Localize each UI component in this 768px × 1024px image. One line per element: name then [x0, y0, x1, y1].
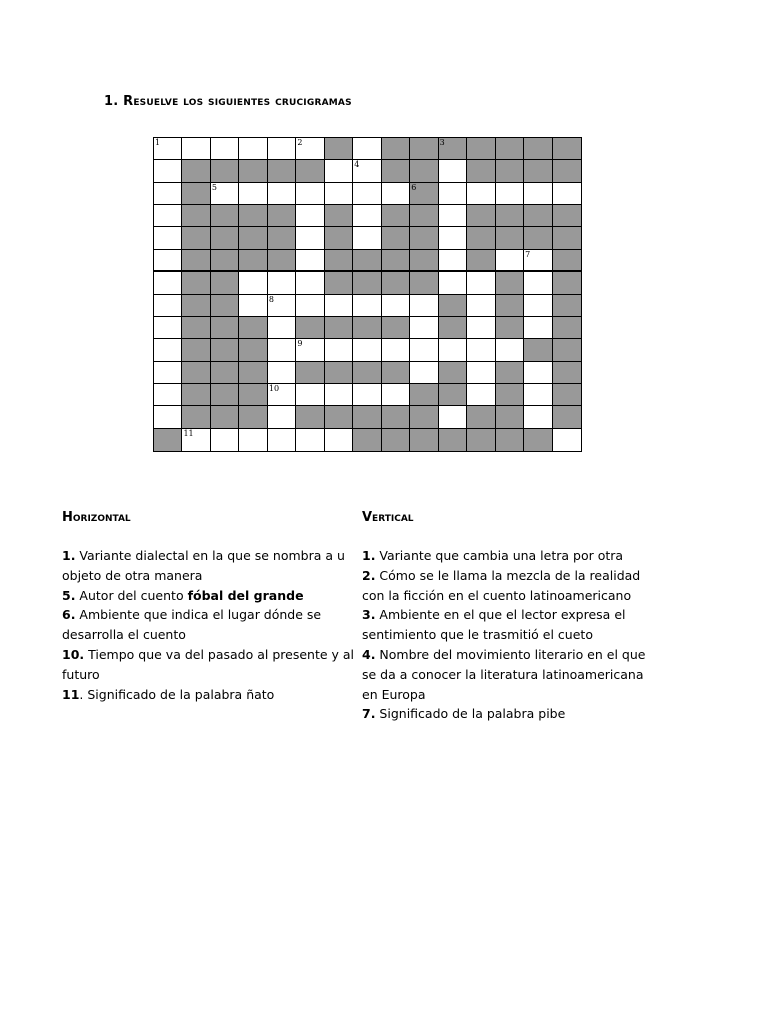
- crossword-block: [325, 138, 353, 160]
- crossword-cell[interactable]: [154, 160, 182, 182]
- crossword-cell[interactable]: [496, 339, 524, 361]
- crossword-block: [211, 227, 239, 249]
- crossword-block: [239, 160, 267, 182]
- crossword-block: [553, 272, 581, 294]
- crossword-block: [553, 227, 581, 249]
- crossword-block: [268, 250, 296, 272]
- crossword-block: [296, 160, 324, 182]
- crossword-block: [382, 317, 410, 339]
- crossword-block: [410, 384, 438, 406]
- crossword-block: [296, 362, 324, 384]
- crossword-block: [439, 295, 467, 317]
- crossword-cell[interactable]: [353, 295, 381, 317]
- crossword-cell[interactable]: [154, 227, 182, 249]
- crossword-block: [182, 295, 210, 317]
- crossword-cell[interactable]: [154, 183, 182, 205]
- crossword-cell[interactable]: [325, 160, 353, 182]
- crossword-cell[interactable]: [524, 250, 552, 272]
- crossword-block: [325, 250, 353, 272]
- crossword-block: [439, 362, 467, 384]
- crossword-cell[interactable]: [382, 295, 410, 317]
- crossword-block: [410, 138, 438, 160]
- horizontal-clue: [62, 605, 362, 645]
- crossword-cell[interactable]: [154, 272, 182, 294]
- crossword-cell[interactable]: [296, 295, 324, 317]
- clue-number: 2: [297, 138, 303, 147]
- crossword-cell[interactable]: [524, 384, 552, 406]
- clue-number: 8: [268, 294, 274, 304]
- crossword-block: [410, 183, 438, 205]
- crossword-block: [553, 138, 581, 160]
- clue-text: Ambiente en el que el lector expresa el sentimiento que le trasmitió el cueto: [362, 607, 626, 643]
- clue-num: 7.: [362, 706, 376, 722]
- crossword-cell[interactable]: [325, 429, 353, 451]
- crossword-cell[interactable]: [467, 339, 495, 361]
- crossword-cell[interactable]: [439, 272, 467, 294]
- clue-number: 5: [211, 182, 218, 192]
- crossword-block: [211, 295, 239, 317]
- crossword-cell[interactable]: [268, 406, 296, 428]
- crossword-cell[interactable]: [268, 183, 296, 205]
- crossword-cell[interactable]: [496, 250, 524, 272]
- crossword-cell[interactable]: [154, 317, 182, 339]
- crossword-block: [182, 317, 210, 339]
- horizontal-clues: [62, 508, 362, 704]
- crossword-block: [410, 429, 438, 451]
- crossword-cell[interactable]: [496, 183, 524, 205]
- crossword-cell[interactable]: [268, 339, 296, 361]
- crossword-cell[interactable]: [353, 227, 381, 249]
- crossword-block: [410, 160, 438, 182]
- crossword-block: [353, 406, 381, 428]
- crossword-cell[interactable]: [382, 384, 410, 406]
- crossword-block: [239, 227, 267, 249]
- clue-num: 10.: [62, 646, 85, 662]
- crossword-cell[interactable]: [154, 250, 182, 272]
- crossword-block: [382, 160, 410, 182]
- clue-text: Cómo se le llama la mezcla de la realidad con la ficción en el cuento latinoamericano: [362, 567, 641, 603]
- crossword-block: [496, 138, 524, 160]
- crossword-block: [182, 227, 210, 249]
- crossword-block: [467, 250, 495, 272]
- vertical-heading: Vertical: [362, 510, 414, 525]
- clue-text: . Significado de la palabra ñato: [79, 686, 275, 702]
- crossword-block: [325, 227, 353, 249]
- crossword-cell[interactable]: [268, 317, 296, 339]
- crossword-block: [239, 362, 267, 384]
- crossword-cell[interactable]: [353, 160, 381, 182]
- crossword-cell[interactable]: [154, 138, 182, 160]
- crossword-cell[interactable]: [325, 384, 353, 406]
- crossword-cell[interactable]: [296, 429, 324, 451]
- crossword-block: [382, 250, 410, 272]
- crossword-block: [553, 339, 581, 361]
- clue-text: Variante dialectal en la que se nombra a u objeto de otra manera: [62, 548, 345, 583]
- page-title: 1. Resuelve los siguientes crucigramas: [104, 94, 352, 109]
- crossword-cell[interactable]: [439, 160, 467, 182]
- crossword-block: [154, 429, 182, 451]
- crossword-block: [410, 272, 438, 294]
- crossword-cell[interactable]: [296, 339, 324, 361]
- crossword-block: [211, 272, 239, 294]
- horizontal-clue: [62, 546, 362, 586]
- crossword-block: [382, 227, 410, 249]
- crossword-cell[interactable]: [524, 406, 552, 428]
- crossword-block: [182, 205, 210, 227]
- crossword-block: [182, 362, 210, 384]
- crossword-block: [467, 205, 495, 227]
- crossword-grid: [153, 137, 582, 452]
- crossword-block: [553, 362, 581, 384]
- crossword-block: [353, 362, 381, 384]
- clue-number: 1: [155, 138, 161, 147]
- crossword-block: [182, 160, 210, 182]
- crossword-block: [182, 406, 210, 428]
- vertical-clue: [362, 704, 662, 724]
- horizontal-clue: [62, 645, 362, 685]
- crossword-block: [325, 272, 353, 294]
- crossword-cell[interactable]: [296, 272, 324, 294]
- crossword-block: [325, 205, 353, 227]
- crossword-cell[interactable]: [410, 295, 438, 317]
- crossword-block: [496, 406, 524, 428]
- crossword-block: [553, 406, 581, 428]
- vertical-clues: [362, 508, 662, 724]
- clue-num: 11: [62, 686, 80, 702]
- crossword-block: [496, 317, 524, 339]
- clue-num: 4.: [362, 646, 376, 662]
- vertical-clue: [362, 566, 662, 606]
- crossword-cell[interactable]: [211, 138, 239, 160]
- crossword-block: [239, 317, 267, 339]
- crossword-block: [182, 272, 210, 294]
- crossword-cell[interactable]: [382, 183, 410, 205]
- crossword-cell[interactable]: [268, 384, 296, 406]
- crossword-cell[interactable]: [182, 138, 210, 160]
- crossword-block: [211, 406, 239, 428]
- crossword-cell[interactable]: [524, 183, 552, 205]
- crossword-block: [553, 250, 581, 272]
- crossword-block: [239, 406, 267, 428]
- crossword-block: [382, 429, 410, 451]
- crossword-block: [211, 160, 239, 182]
- clue-number: 7: [525, 249, 531, 259]
- crossword-block: [382, 205, 410, 227]
- crossword-block: [496, 362, 524, 384]
- crossword-block: [496, 205, 524, 227]
- crossword-cell[interactable]: [439, 406, 467, 428]
- crossword-block: [496, 384, 524, 406]
- crossword-block: [268, 227, 296, 249]
- vertical-clue: [362, 546, 662, 566]
- crossword-block: [553, 160, 581, 182]
- crossword-cell[interactable]: [296, 183, 324, 205]
- crossword-block: [239, 250, 267, 272]
- clue-number: 4: [354, 160, 360, 170]
- clue-num: 5.: [62, 587, 76, 603]
- clue-text: Nombre del movimiento literario en el que se da a conocer la literatura latinoamericana en Europa: [362, 646, 646, 702]
- crossword-block: [296, 406, 324, 428]
- crossword-block: [467, 429, 495, 451]
- crossword-block: [211, 317, 239, 339]
- crossword-block: [325, 406, 353, 428]
- crossword-cell[interactable]: [524, 295, 552, 317]
- crossword-block: [439, 317, 467, 339]
- crossword-cell[interactable]: [154, 295, 182, 317]
- crossword-block: [296, 317, 324, 339]
- crossword-block: [524, 205, 552, 227]
- crossword-cell[interactable]: [439, 339, 467, 361]
- clue-bold-text: fóbal del grande: [187, 587, 304, 603]
- crossword-block: [553, 384, 581, 406]
- crossword-cell[interactable]: [325, 183, 353, 205]
- clue-num: 3.: [362, 607, 376, 623]
- crossword-block: [496, 295, 524, 317]
- crossword-cell[interactable]: [296, 384, 324, 406]
- crossword-cell[interactable]: [467, 362, 495, 384]
- clue-number: 9: [297, 339, 303, 349]
- crossword-block: [325, 317, 353, 339]
- crossword-block: [524, 138, 552, 160]
- crossword-block: [211, 205, 239, 227]
- clue-number: 11: [183, 428, 194, 438]
- crossword-cell[interactable]: [154, 339, 182, 361]
- crossword-cell[interactable]: [467, 317, 495, 339]
- crossword-block: [439, 429, 467, 451]
- crossword-block: [268, 205, 296, 227]
- crossword-cell[interactable]: [296, 227, 324, 249]
- crossword-cell[interactable]: [410, 362, 438, 384]
- crossword-cell[interactable]: [268, 429, 296, 451]
- clue-text: Significado de la palabra pibe: [375, 706, 566, 722]
- crossword-cell[interactable]: [524, 362, 552, 384]
- crossword-block: [439, 138, 467, 160]
- crossword-block: [496, 227, 524, 249]
- crossword-block: [182, 250, 210, 272]
- crossword-block: [496, 429, 524, 451]
- crossword-block: [410, 227, 438, 249]
- crossword-cell[interactable]: [353, 138, 381, 160]
- crossword-block: [410, 250, 438, 272]
- crossword-block: [524, 227, 552, 249]
- crossword-cell[interactable]: [524, 317, 552, 339]
- crossword-block: [467, 227, 495, 249]
- crossword-cell[interactable]: [467, 295, 495, 317]
- crossword-cell[interactable]: [154, 362, 182, 384]
- crossword-block: [239, 384, 267, 406]
- crossword-cell[interactable]: [325, 295, 353, 317]
- crossword-block: [439, 384, 467, 406]
- horizontal-clue: [62, 685, 362, 705]
- crossword-block: [211, 384, 239, 406]
- crossword-cell[interactable]: [239, 138, 267, 160]
- crossword-cell[interactable]: [524, 272, 552, 294]
- clue-number: 10: [268, 383, 280, 393]
- crossword-block: [182, 183, 210, 205]
- crossword-block: [325, 362, 353, 384]
- crossword-cell[interactable]: [239, 183, 267, 205]
- crossword-block: [467, 160, 495, 182]
- clue-num: 1.: [62, 548, 76, 563]
- crossword-block: [239, 339, 267, 361]
- crossword-block: [467, 406, 495, 428]
- clue-num: 2.: [362, 567, 376, 583]
- crossword-block: [353, 250, 381, 272]
- crossword-cell[interactable]: [239, 272, 267, 294]
- crossword-cell[interactable]: [296, 138, 324, 160]
- clue-text: Variante que cambia una letra por otra: [375, 548, 624, 563]
- crossword-cell[interactable]: [182, 429, 210, 451]
- crossword-block: [496, 160, 524, 182]
- crossword-cell[interactable]: [239, 295, 267, 317]
- crossword-block: [496, 272, 524, 294]
- crossword-cell[interactable]: [268, 295, 296, 317]
- crossword-cell[interactable]: [553, 183, 581, 205]
- vertical-clue: [362, 605, 662, 645]
- crossword-cell[interactable]: [553, 429, 581, 451]
- crossword-cell[interactable]: [410, 339, 438, 361]
- crossword-cell[interactable]: [439, 227, 467, 249]
- crossword-block: [382, 362, 410, 384]
- crossword-cell[interactable]: [410, 317, 438, 339]
- crossword-block: [382, 272, 410, 294]
- clue-text: Tiempo que va del pasado al presente y al futuro: [62, 646, 355, 682]
- crossword-block: [239, 205, 267, 227]
- crossword-block: [211, 250, 239, 272]
- crossword-cell[interactable]: [439, 205, 467, 227]
- crossword-cell[interactable]: [439, 183, 467, 205]
- crossword-cell[interactable]: [268, 362, 296, 384]
- crossword-cell[interactable]: [353, 339, 381, 361]
- crossword-cell[interactable]: [296, 205, 324, 227]
- crossword-cell[interactable]: [154, 384, 182, 406]
- crossword-cell[interactable]: [268, 138, 296, 160]
- crossword-cell[interactable]: [467, 384, 495, 406]
- crossword-cell[interactable]: [211, 183, 239, 205]
- crossword-block: [524, 429, 552, 451]
- crossword-cell[interactable]: [154, 406, 182, 428]
- clue-text: Ambiente que indica el lugar dónde se desarrolla el cuento: [62, 607, 322, 643]
- crossword-block: [467, 138, 495, 160]
- crossword-cell[interactable]: [268, 272, 296, 294]
- crossword-block: [382, 138, 410, 160]
- clue-num: 6.: [62, 607, 76, 623]
- crossword-cell[interactable]: [296, 250, 324, 272]
- clue-number: 6: [411, 182, 417, 192]
- crossword-cell[interactable]: [467, 272, 495, 294]
- crossword-block: [410, 205, 438, 227]
- crossword-block: [353, 317, 381, 339]
- crossword-block: [182, 384, 210, 406]
- crossword-block: [353, 429, 381, 451]
- crossword-cell[interactable]: [353, 205, 381, 227]
- crossword-cell[interactable]: [211, 429, 239, 451]
- crossword-cell[interactable]: [382, 339, 410, 361]
- crossword-block: [553, 317, 581, 339]
- clue-number: 3: [439, 138, 445, 147]
- crossword-block: [353, 272, 381, 294]
- crossword-block: [553, 295, 581, 317]
- crossword-cell[interactable]: [353, 384, 381, 406]
- crossword-cell[interactable]: [154, 205, 182, 227]
- crossword-block: [182, 339, 210, 361]
- crossword-cell[interactable]: [467, 183, 495, 205]
- crossword-cell[interactable]: [325, 339, 353, 361]
- clue-num: 1.: [362, 548, 376, 563]
- crossword-cell[interactable]: [439, 250, 467, 272]
- crossword-block: [268, 160, 296, 182]
- horizontal-clue: [62, 586, 362, 606]
- crossword-block: [410, 406, 438, 428]
- clue-text: Autor del cuento: [75, 587, 188, 603]
- crossword-block: [382, 406, 410, 428]
- crossword-block: [211, 362, 239, 384]
- crossword-block: [553, 205, 581, 227]
- crossword-block: [524, 339, 552, 361]
- crossword-cell[interactable]: [353, 183, 381, 205]
- crossword-cell[interactable]: [239, 429, 267, 451]
- crossword-block: [211, 339, 239, 361]
- horizontal-heading: Horizontal: [62, 510, 131, 525]
- crossword-block: [524, 160, 552, 182]
- vertical-clue: [362, 645, 662, 704]
